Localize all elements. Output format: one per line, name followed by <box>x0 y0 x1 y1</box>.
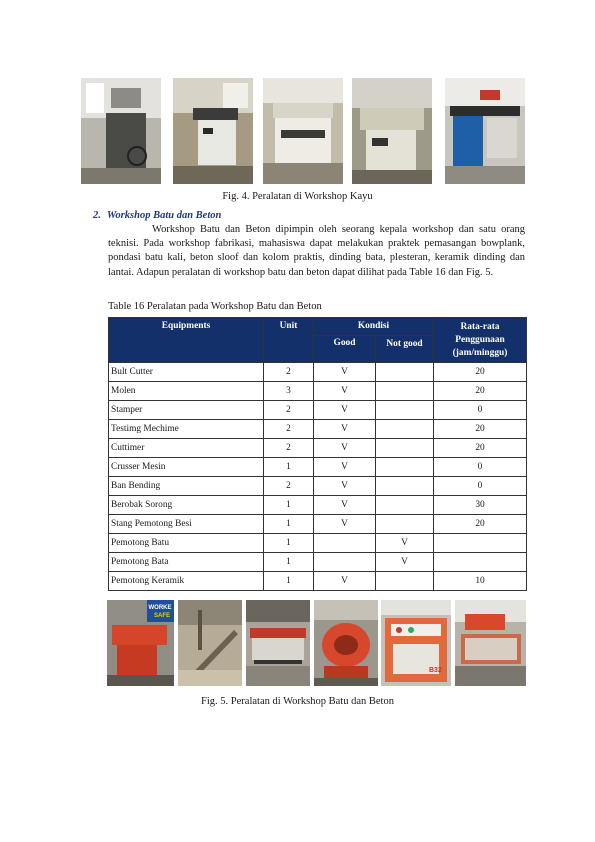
cell-good <box>314 553 376 572</box>
cell-unit: 2 <box>264 420 314 439</box>
cell-not-good: V <box>376 534 434 553</box>
sign-text-1: WORKE <box>148 605 172 611</box>
table-row <box>109 363 527 382</box>
table-caption: Table 16 Peralatan pada Workshop Batu dan Beton <box>108 301 322 312</box>
cell-good: V <box>314 496 376 515</box>
table-row <box>109 496 527 515</box>
cell-equipment: Bult Cutter <box>109 363 264 382</box>
header-unit: Unit <box>264 318 314 363</box>
header-good: Good <box>314 336 376 363</box>
ceramic-cutter-photo <box>246 600 310 686</box>
cell-not-good <box>376 458 434 477</box>
cell-unit: 2 <box>264 477 314 496</box>
cutting-machine-photo <box>381 600 451 686</box>
cell-unit: 1 <box>264 572 314 591</box>
cell-equipment: Crusser Mesin <box>109 458 264 477</box>
wood-workshop-photo-1 <box>81 78 161 184</box>
cell-good: V <box>314 458 376 477</box>
cell-not-good <box>376 420 434 439</box>
cell-equipment: Ban Bending <box>109 477 264 496</box>
cell-unit: 2 <box>264 439 314 458</box>
cell-good: V <box>314 363 376 382</box>
cell-not-good <box>376 401 434 420</box>
wood-workshop-photo-3 <box>263 78 343 184</box>
cell-usage: 0 <box>434 401 527 420</box>
cell-equipment: Berobak Sorong <box>109 496 264 515</box>
cell-not-good <box>376 363 434 382</box>
table-row <box>109 439 527 458</box>
cell-equipment: Pemotong Bata <box>109 553 264 572</box>
header-kondisi: Kondisi <box>314 318 434 336</box>
table-row <box>109 420 527 439</box>
sign-text-2: SAFE <box>153 613 171 619</box>
cell-good: V <box>314 515 376 534</box>
cell-good: V <box>314 439 376 458</box>
table-row <box>109 382 527 401</box>
cell-unit: 1 <box>264 553 314 572</box>
figure-4-caption: Fig. 4. Peralatan di Workshop Kayu <box>222 191 373 202</box>
cell-equipment: Molen <box>109 382 264 401</box>
cell-unit: 2 <box>264 401 314 420</box>
table-row <box>109 534 527 553</box>
wood-workshop-photo-5 <box>445 78 525 184</box>
table-row <box>109 553 527 572</box>
cell-usage: 0 <box>434 477 527 496</box>
cell-unit: 1 <box>264 534 314 553</box>
cell-usage: 20 <box>434 420 527 439</box>
table-row <box>109 458 527 477</box>
concrete-mixer-photo <box>314 600 378 686</box>
cell-equipment: Pemotong Batu <box>109 534 264 553</box>
table-row <box>109 401 527 420</box>
figure-5-caption: Fig. 5. Peralatan di Workshop Batu dan Beton <box>201 696 394 707</box>
wood-workshop-photo-2 <box>173 78 253 184</box>
stone-saw-photo <box>455 600 526 686</box>
table-row <box>109 477 527 496</box>
header-equipments: Equipments <box>109 318 264 363</box>
cell-not-good <box>376 439 434 458</box>
cell-usage: 10 <box>434 572 527 591</box>
cell-usage: 20 <box>434 515 527 534</box>
cell-unit: 1 <box>264 496 314 515</box>
cell-equipment: Stamper <box>109 401 264 420</box>
cell-unit: 1 <box>264 458 314 477</box>
table-row <box>109 515 527 534</box>
section-heading <box>93 210 221 221</box>
cell-not-good <box>376 382 434 401</box>
cell-equipment: Testimg Mechime <box>109 420 264 439</box>
cell-usage: 20 <box>434 363 527 382</box>
header-usage: Rata-rata Penggunaan (jam/minggu) <box>434 318 527 363</box>
cell-good: V <box>314 477 376 496</box>
cell-good: V <box>314 401 376 420</box>
cell-usage: 30 <box>434 496 527 515</box>
cell-good: V <box>314 572 376 591</box>
cell-unit: 1 <box>264 515 314 534</box>
cell-equipment: Stang Pemotong Besi <box>109 515 264 534</box>
cell-usage: 0 <box>434 458 527 477</box>
header-not-good: Not good <box>376 336 434 363</box>
tile-cutter-photo <box>107 600 174 686</box>
bar-bender-photo <box>178 600 242 686</box>
machine-label: B32 <box>429 667 442 674</box>
cell-not-good <box>376 477 434 496</box>
cell-usage <box>434 534 527 553</box>
cell-not-good <box>376 496 434 515</box>
cell-good <box>314 534 376 553</box>
cell-not-good <box>376 515 434 534</box>
equipment-table <box>108 317 527 591</box>
cell-usage: 20 <box>434 439 527 458</box>
cell-equipment: Pemotong Keramik <box>109 572 264 591</box>
cell-usage <box>434 553 527 572</box>
cell-usage: 20 <box>434 382 527 401</box>
cell-not-good: V <box>376 553 434 572</box>
cell-good: V <box>314 382 376 401</box>
section-number: 2. <box>93 210 101 221</box>
wood-workshop-photo-4 <box>352 78 432 184</box>
cell-equipment: Cuttimer <box>109 439 264 458</box>
section-title: Workshop Batu dan Beton <box>106 210 222 221</box>
cell-not-good <box>376 572 434 591</box>
cell-good: V <box>314 420 376 439</box>
table-row <box>109 572 527 591</box>
cell-unit: 2 <box>264 363 314 382</box>
cell-unit: 3 <box>264 382 314 401</box>
section-paragraph: Workshop Batu dan Beton dipimpin oleh seorang kepala workshop dan satu orang teknisi. Pada workshop fabrikasi, mahasiswa dapat melakukan praktek pemasangan bowplank, pondasi batu kali, beton sloof dan kolom praktis, dinding bata, plesteran, keramik dinding dan lantai. Adapun peralatan di workshop batu dan beton dapat dilihat pada Table 16 dan Fig. 5. <box>108 224 525 278</box>
